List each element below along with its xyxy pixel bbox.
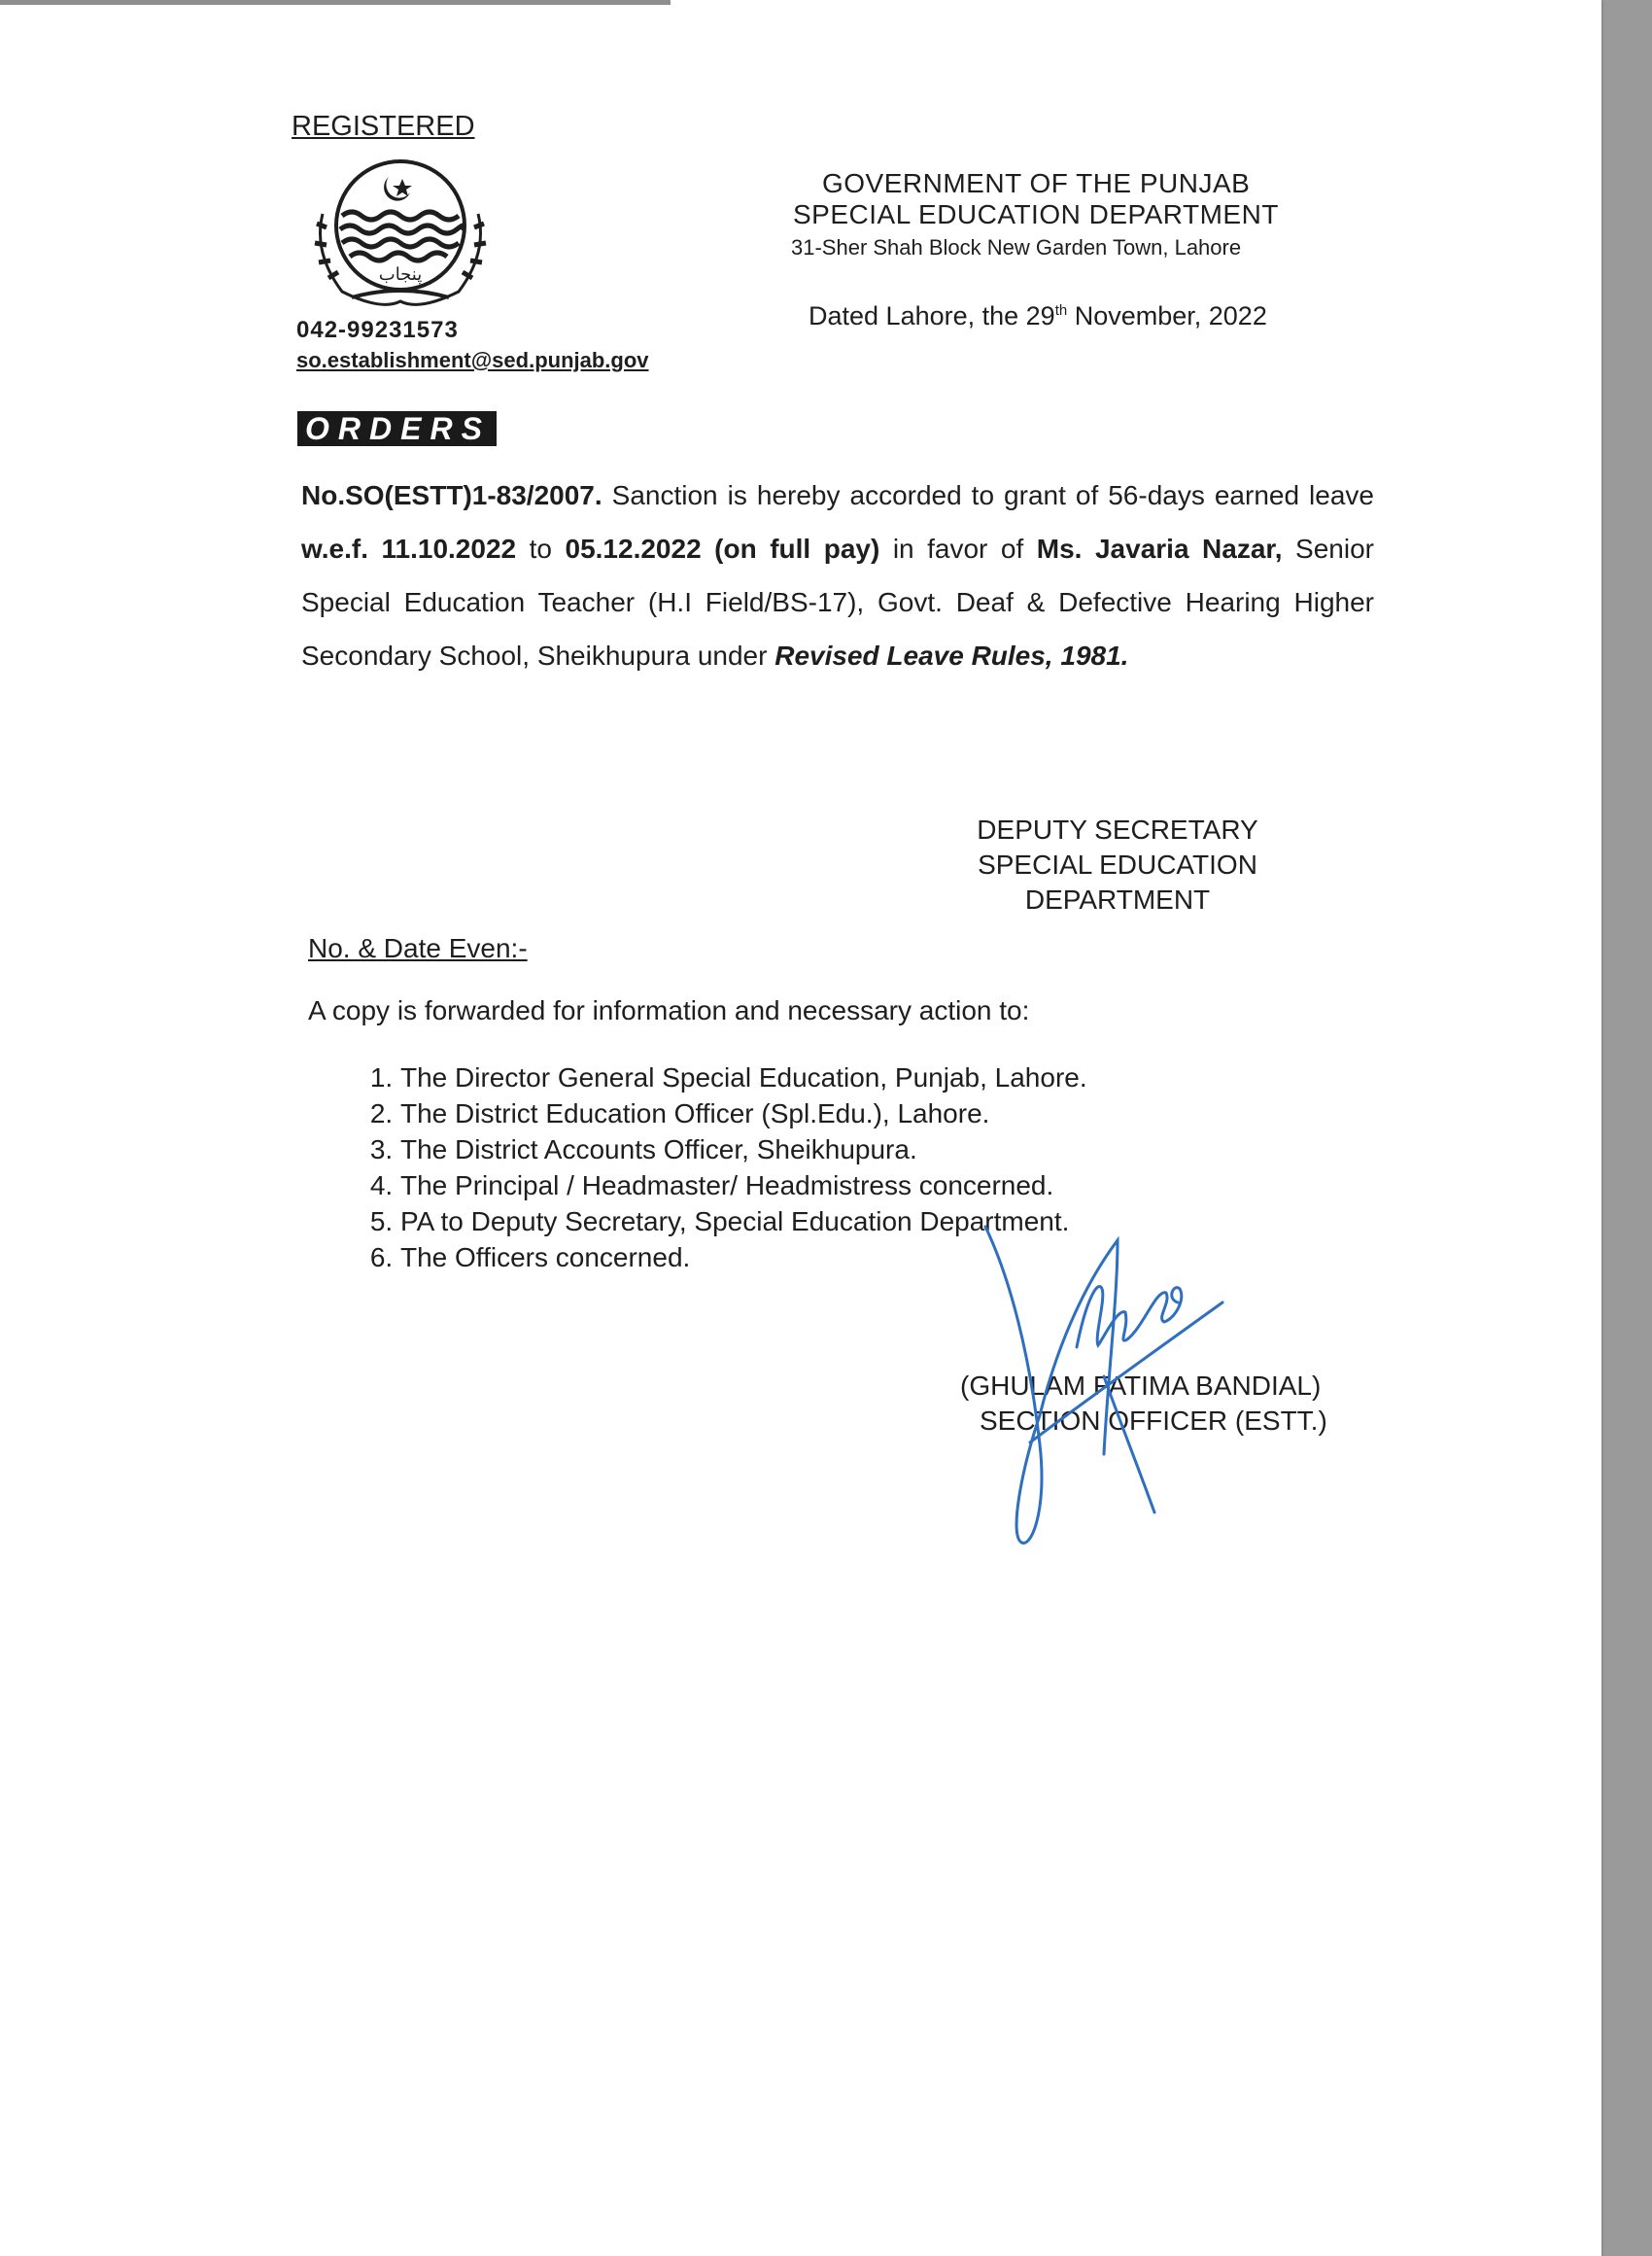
- order-number: No.SO(ESTT)1-83/2007.: [301, 480, 602, 510]
- email-address: so.establishment@sed.punjab.gov: [296, 348, 649, 372]
- dated-line: Dated Lahore, the 29th November, 2022: [809, 301, 1267, 330]
- list-item: 5. PA to Deputy Secretary, Special Education Department.: [400, 1203, 1087, 1239]
- signatory-designation: SECTION OFFICER (ESTT.): [980, 1406, 1327, 1436]
- order-paragraph: No.SO(ESTT)1-83/2007. Sanction is hereby accorded to grant of 56-days earned leave w.e.f. 11.10.2022 to 05.12.2022 (on full pay) in favor of Ms. Javaria Nazar, Senior Special Education Teacher (H.I Field/BS-17), Govt. Deaf & Defective Hearing Higher Secondary School, Sheikhupura under Revised Leave Rules, 1981.: [301, 480, 1374, 671]
- copy-forwarded-line: A copy is forwarded for information and necessary action to:: [308, 995, 1030, 1025]
- punjab-government-emblem: [303, 156, 498, 311]
- leave-end: 05.12.2022 (on full pay): [565, 534, 880, 564]
- orders-heading: ORDERS: [297, 411, 497, 446]
- scan-edge: [0, 0, 671, 5]
- leave-start: w.e.f. 11.10.2022: [301, 534, 517, 564]
- list-item: 2. The District Education Officer (Spl.Edu.), Lahore.: [400, 1095, 1087, 1131]
- deputy-secretary-block: DEPUTY SECRETARY SPECIAL EDUCATION DEPARTMENT: [977, 815, 1258, 915]
- department-heading: SPECIAL EDUCATION DEPARTMENT: [793, 199, 1279, 229]
- list-item: 1. The Director General Special Education, Punjab, Lahore.: [400, 1059, 1087, 1095]
- rules-reference: Revised Leave Rules, 1981.: [774, 641, 1129, 671]
- registered-label: REGISTERED: [292, 111, 475, 142]
- list-item: 4. The Principal / Headmaster/ Headmistress concerned.: [400, 1167, 1087, 1203]
- government-heading: GOVERNMENT OF THE PUNJAB: [822, 168, 1251, 198]
- handwritten-signature: [972, 1221, 1234, 1551]
- signatory-name: (GHULAM FATIMA BANDIAL): [960, 1371, 1322, 1401]
- department-address: 31-Sher Shah Block New Garden Town, Lahore: [791, 235, 1242, 260]
- svg-text:پنجاب: پنجاب: [378, 264, 423, 285]
- employee-name: Ms. Javaria Nazar,: [1036, 534, 1283, 564]
- no-date-even: No. & Date Even:-: [308, 933, 528, 963]
- list-item: 3. The District Accounts Officer, Sheikhupura.: [400, 1131, 1087, 1167]
- list-item: 6. The Officers concerned.: [400, 1239, 1087, 1275]
- phone-number: 042-99231573: [296, 317, 459, 343]
